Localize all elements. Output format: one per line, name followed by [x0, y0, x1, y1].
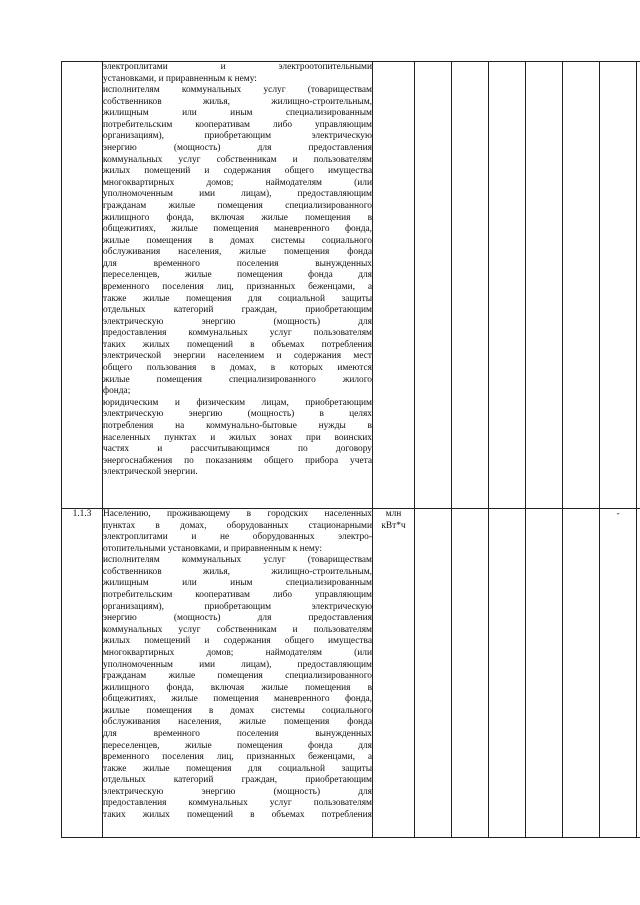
row-number: [62, 62, 103, 509]
description-line: электрическую энергию (мощность) для: [103, 316, 372, 327]
value-cell: [637, 62, 640, 509]
description-line: общежитиях, жилые помещения маневренного фонда,: [103, 694, 372, 705]
description-line: организациям), приобретающим электрическую: [103, 601, 372, 612]
description-line: жилищным или иным специализированным: [103, 108, 372, 119]
value-cell: [415, 509, 452, 838]
description-line: жилых помещений и содержания общего имущества: [103, 166, 372, 177]
description-line: гражданам жилые помещения специализированного: [103, 671, 372, 682]
description-line: обслуживания населения, жилые помещения фонда: [103, 717, 372, 728]
description-line: отопительными установками, и приравненным к нему:: [103, 543, 322, 554]
description-line: предоставления коммунальных услуг пользователям: [103, 328, 372, 339]
description-line: исполнителям коммунальных услуг (товариществам: [103, 555, 372, 566]
description-line: электрическую энергию (мощность) в целях: [103, 409, 372, 420]
description-line: жилых помещений и содержания общего имущества: [103, 636, 372, 647]
row-description: [103, 509, 373, 838]
description-line: частях и рассчитывающимся по договору: [103, 444, 372, 455]
description-line: обслуживания населения, жилые помещения фонда: [103, 247, 372, 258]
description-line: также жилые помещения для социальной защиты: [103, 763, 372, 774]
description-line: жилые помещения специализированного жилого: [103, 374, 372, 385]
description-line: электрическую энергию (мощность) для: [103, 786, 372, 797]
description-line: установками, и приравненным к нему:: [103, 73, 257, 84]
description-line: многоквартирных домов; наймодателям (или: [103, 647, 372, 658]
description-line: коммунальных услуг собственникам и пользователям: [103, 154, 372, 165]
description-line: энергоснабжения по показаниям общего прибора учета: [103, 455, 372, 466]
value-cell: [452, 509, 489, 838]
description-line: таких жилых помещений в объемах потребления: [103, 810, 372, 821]
description-line: жилищного фонда, включая жилые помещения в: [103, 212, 372, 223]
description-line: энергию (мощность) для предоставления: [103, 143, 372, 154]
description-line: фонда;: [103, 386, 131, 397]
description-line: переселенцев, жилые помещения фонда для: [103, 740, 372, 751]
description-line: электроплитами и электроотопительными: [103, 62, 372, 72]
description-line: отдельных категорий граждан, приобретающим: [103, 305, 372, 316]
description-line: временного поселения лиц, признанных беженцами, а: [103, 281, 372, 292]
description-line: для временного поселения вынужденных: [103, 728, 372, 739]
value-cell: [600, 62, 637, 509]
description-line: жилищного фонда, включая жилые помещения в: [103, 682, 372, 693]
value-cell: [415, 62, 452, 509]
row-number: 1.1.3: [62, 509, 103, 838]
value-cell: [489, 62, 526, 509]
description-line: жилищным или иным специализированным: [103, 578, 372, 589]
value-cell: [563, 509, 600, 838]
value-cell: [526, 62, 563, 509]
value-cell: -: [600, 509, 637, 838]
value-cell: [452, 62, 489, 509]
table-row: [62, 509, 640, 838]
description-line: отдельных категорий граждан, приобретающим: [103, 775, 372, 786]
description-line: также жилые помещения для социальной защиты: [103, 293, 372, 304]
description-line: временного поселения лиц, признанных беженцами, а: [103, 752, 372, 763]
value-cell: [526, 509, 563, 838]
description-line: уполномоченным ими лицам), предоставляющим: [103, 659, 372, 670]
description-line: собственников жилья, жилищно-строительным,: [103, 96, 372, 107]
description-line: энергию (мощность) для предоставления: [103, 613, 372, 624]
description-line: юридическим и физическим лицам, приобретающим: [103, 397, 372, 408]
description-line: потребительским кооперативам либо управляющим: [103, 590, 372, 601]
description-line: для временного поселения вынужденных: [103, 258, 372, 269]
description-line: потребительским кооперативам либо управляющим: [103, 119, 372, 130]
description-line: гражданам жилые помещения специализированного: [103, 200, 372, 211]
description-line: потребления на коммунально-бытовые нужды в: [103, 420, 372, 431]
table-body: [62, 62, 640, 838]
description-line: коммунальных услуг собственникам и пользователям: [103, 624, 372, 635]
description-line: предоставления коммунальных услуг пользователям: [103, 798, 372, 809]
description-line: общежитиях, жилые помещения маневренного фонда,: [103, 224, 372, 235]
row-description: [103, 62, 373, 509]
description-line: многоквартирных домов; наймодателям (или: [103, 177, 372, 188]
description-line: переселенцев, жилые помещения фонда для: [103, 270, 372, 281]
description-line: таких жилых помещений в объемах потребления: [103, 339, 372, 350]
description-line: жилые помещения в домах системы социального: [103, 235, 372, 246]
description-line: пунктах в домах, оборудованных стационарными: [103, 520, 372, 531]
description-line: общего пользования в домах, в которых имеются: [103, 363, 372, 374]
description-line: электрической энергии населением и содержания мест: [103, 351, 372, 362]
unit-cell: [373, 62, 415, 509]
value-cell: [637, 509, 640, 838]
value-cell: [563, 62, 600, 509]
description-line: электроплитами и не оборудованных электро-: [103, 532, 372, 543]
description-line: исполнителям коммунальных услуг (товариществам: [103, 85, 372, 96]
value-cell: [489, 509, 526, 838]
unit-cell: млн кВт*ч: [373, 509, 415, 838]
tariff-table: [61, 61, 640, 838]
description-line: уполномоченным ими лицам), предоставляющим: [103, 189, 372, 200]
description-line: Населению, проживающему в городских населенных: [103, 509, 372, 519]
description-line: жилые помещения в домах системы социального: [103, 705, 372, 716]
description-line: электрической энергии.: [103, 467, 198, 478]
description-line: населенных пунктах и жилых зонах при воинских: [103, 432, 372, 443]
description-line: собственников жилья, жилищно-строительным,: [103, 566, 372, 577]
table-row: [62, 62, 640, 509]
description-line: организациям), приобретающим электрическую: [103, 131, 372, 142]
